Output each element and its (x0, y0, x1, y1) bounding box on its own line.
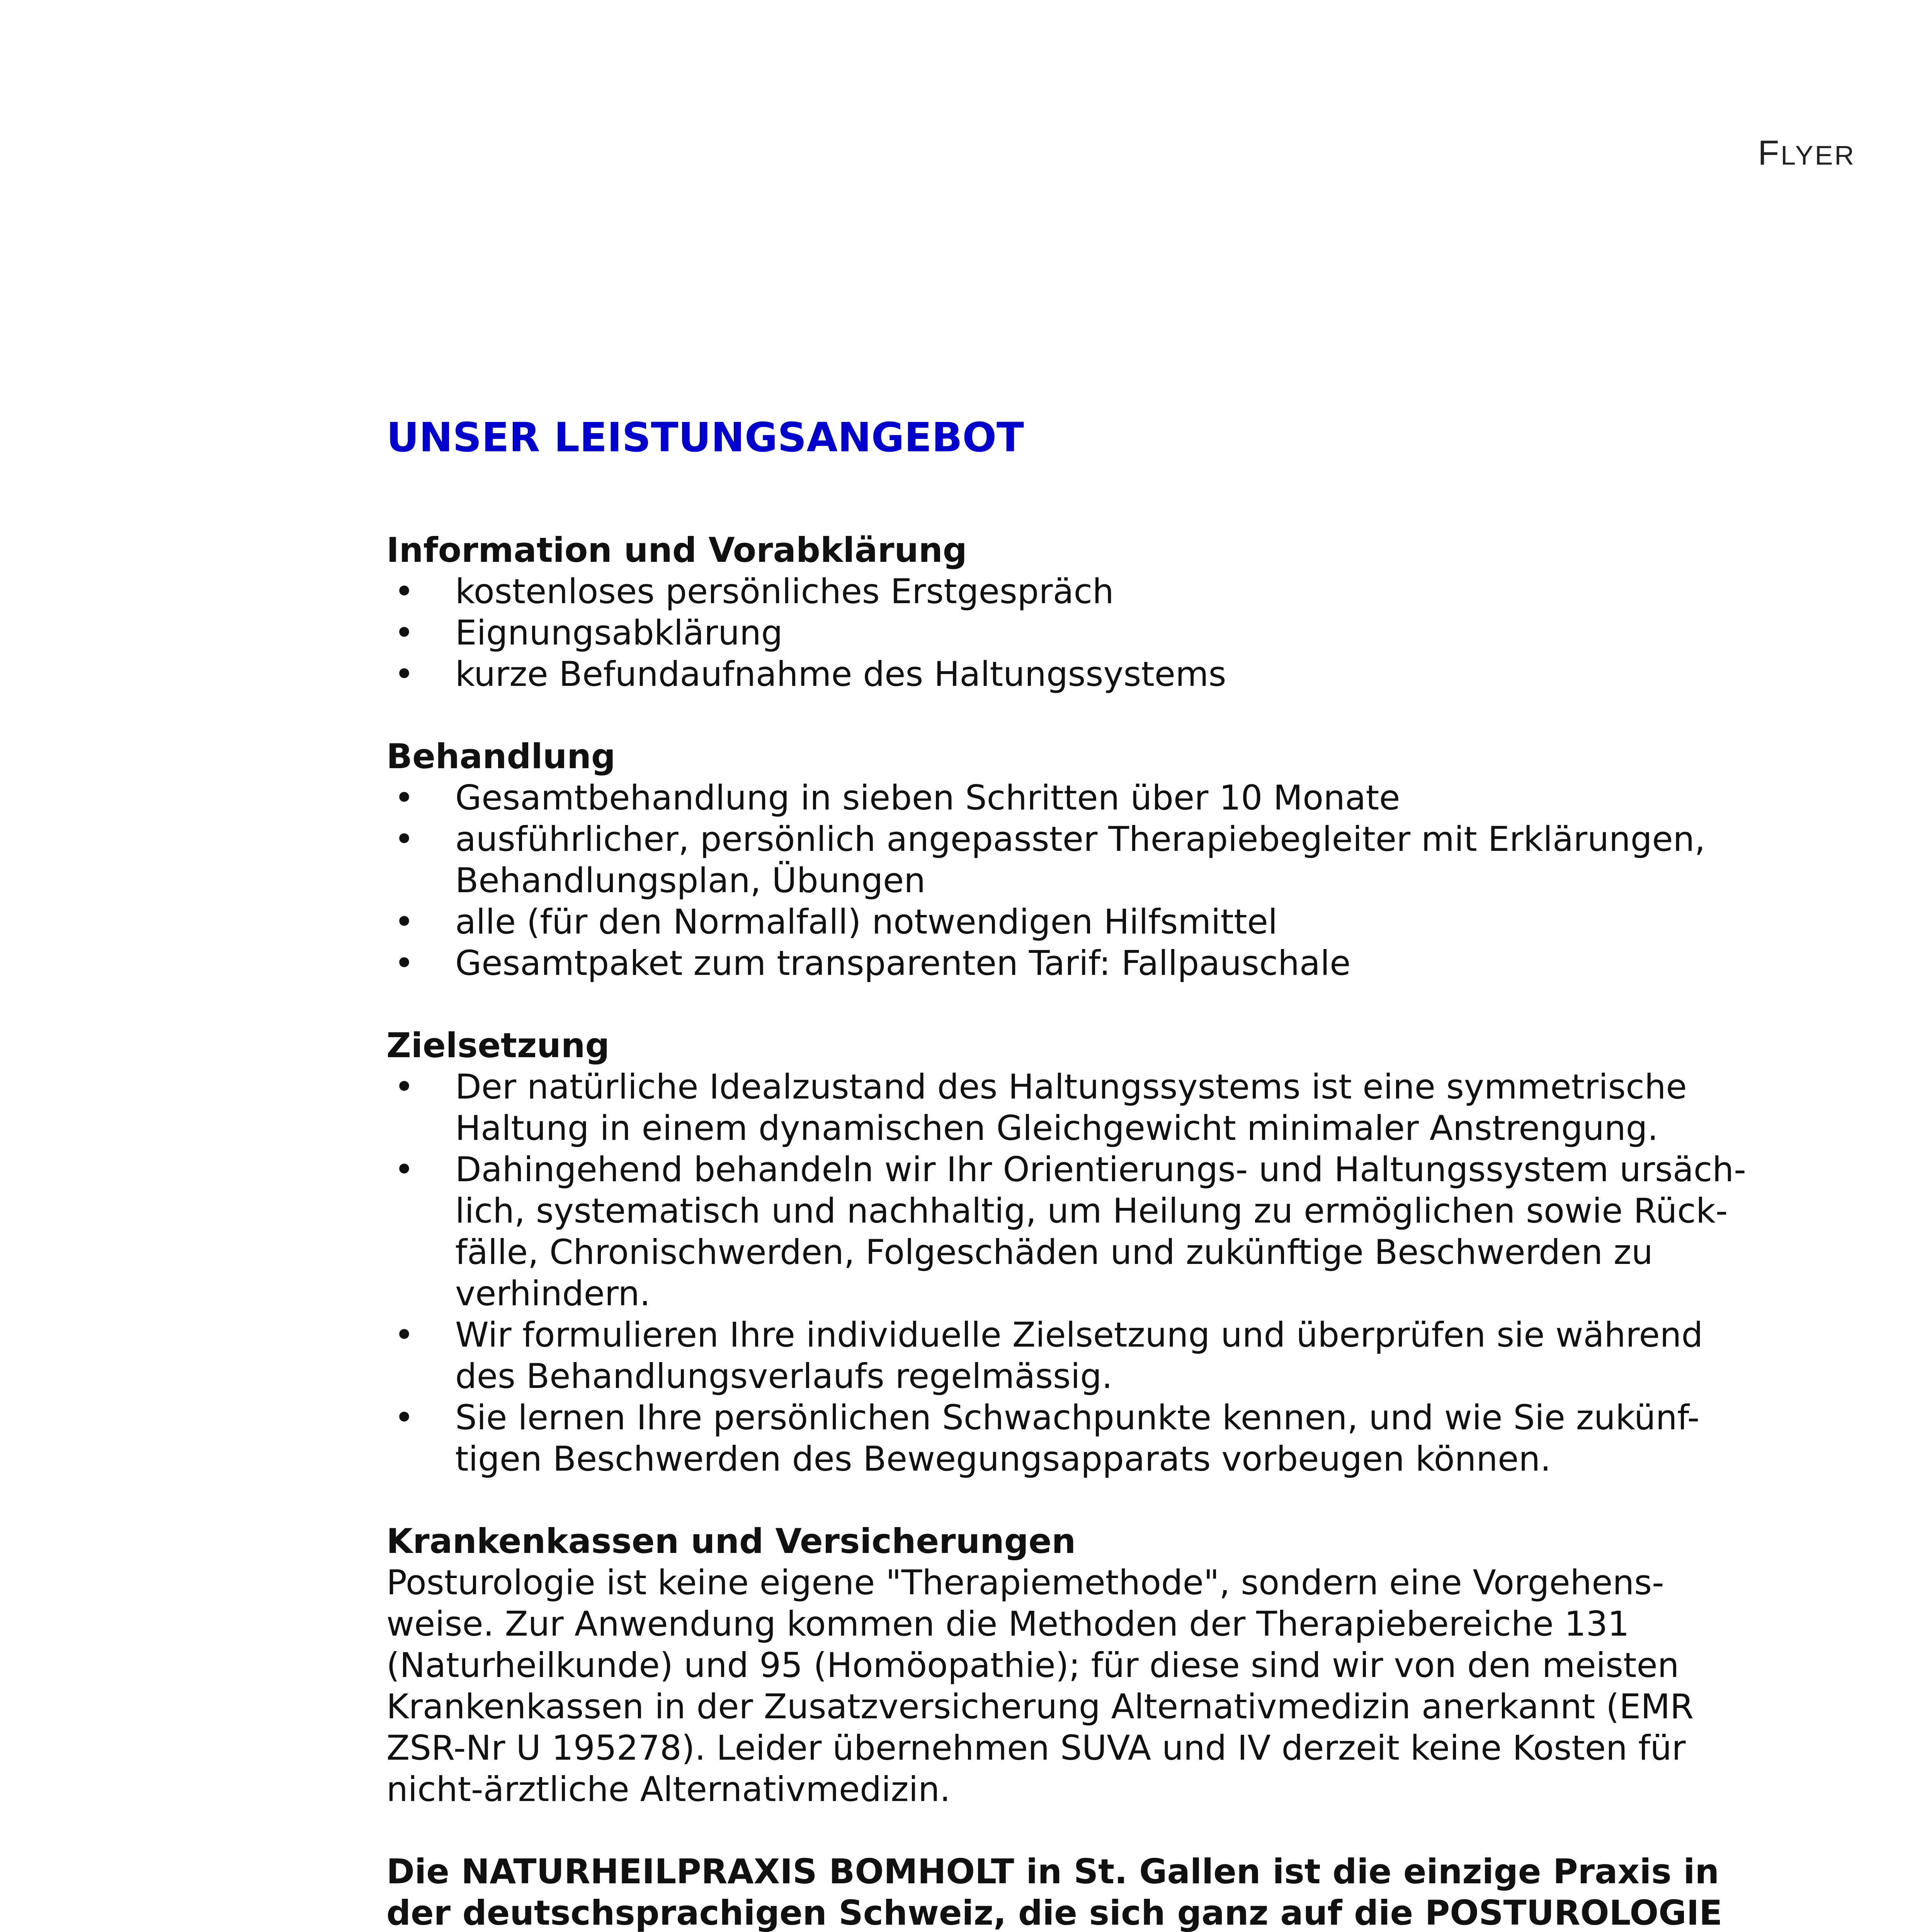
list-item (386, 1397, 1816, 1480)
bullet-icon: • (394, 612, 414, 653)
paragraph-krankenkassen (386, 1562, 1816, 1810)
paragraph-line: (Naturheilkunde) und 95 (Homöopathie); für diese sind wir von den meisten (386, 1645, 1679, 1685)
list-item-line: Sie lernen Ihre persönlichen Schwachpunkte kennen, und wie Sie zukünf- (455, 1397, 1700, 1437)
list-item-line: tigen Beschwerden des Bewegungsapparats vorbeugen können. (455, 1439, 1551, 1479)
subheading-zielsetzung: Zielsetzung (386, 1025, 610, 1065)
list-item-line: Dahingehend behandeln wir Ihr Orientierungs- und Haltungssystem ursäch- (455, 1149, 1746, 1189)
list-item (386, 942, 1816, 984)
list-item-line: ausführlicher, persönlich angepasster Therapiebegleiter mit Erklärungen, (455, 819, 1706, 859)
block-information (386, 529, 1816, 695)
bullet-icon: • (394, 571, 414, 611)
paragraph-line: Posturologie ist keine eigene "Therapiemethode", sondern eine Vorgehens- (386, 1562, 1664, 1602)
header-label-rest: LYER (1781, 140, 1855, 170)
bullet-icon: • (394, 1315, 414, 1355)
list-item-text: Eignungsabklärung (455, 612, 783, 653)
header-label-initial: F (1758, 134, 1781, 172)
paragraph-line: ZSR-Nr U 195278). Leider übernehmen SUVA und IV derzeit keine Kosten für (386, 1728, 1686, 1768)
paragraph-line: nicht-ärztliche Alternativmedizin. (386, 1769, 951, 1809)
bullet-icon: • (394, 654, 414, 694)
list-item-line: Haltung in einem dynamischen Gleichgewicht minimaler Anstrengung. (455, 1108, 1658, 1148)
list-item (386, 1314, 1816, 1397)
paragraph-line: Krankenkassen in der Zusatzversicherung Alternativmedizin anerkannt (EMR (386, 1686, 1694, 1726)
bullet-icon: • (394, 1397, 414, 1437)
main-content (386, 413, 1816, 1932)
list-item-text: kostenloses persönliches Erstgespräch (455, 571, 1114, 611)
section-title-leistungsangebot: UNSER LEISTUNGSANGEBOT (386, 414, 1024, 461)
subheading-information: Information und Vorabklärung (386, 530, 967, 570)
bullet-icon: • (394, 1149, 414, 1189)
bullet-icon: • (394, 943, 414, 983)
subheading-krankenkassen: Krankenkassen und Versicherungen (386, 1521, 1076, 1561)
list-item-line: Der natürliche Idealzustand des Haltungssystems ist eine symmetrische (455, 1066, 1687, 1107)
subheading-behandlung: Behandlung (386, 736, 616, 776)
bullet-icon: • (394, 777, 414, 818)
bullet-icon: • (394, 1066, 414, 1107)
highlight-line: der deutschsprachigen Schweiz, die sich ganz auf die POSTUROLOGIE (386, 1893, 1723, 1932)
list-item-line: des Behandlungsverlaufs regelmässig. (455, 1356, 1113, 1396)
list-item-line: lich, systematisch und nachhaltig, um Heilung zu ermöglichen sowie Rück- (455, 1190, 1728, 1231)
list-item-text: kurze Befundaufnahme des Haltungssystems (455, 654, 1226, 694)
list-item-line: Behandlungsplan, Übungen (455, 860, 926, 900)
block-krankenkassen (386, 1520, 1816, 1810)
highlight-line: Die NATURHEILPRAXIS BOMHOLT in St. Gallen ist die einzige Praxis in (386, 1851, 1719, 1891)
list-item (386, 1066, 1816, 1149)
list-item (386, 653, 1816, 695)
list-item (386, 612, 1816, 653)
block-behandlung (386, 736, 1816, 984)
list-zielsetzung (386, 1066, 1816, 1480)
list-item-text: Gesamtpaket zum transparenten Tarif: Fallpauschale (455, 943, 1351, 983)
bullet-icon: • (394, 901, 414, 942)
list-item (386, 1149, 1816, 1314)
list-item-line: Wir formulieren Ihre individuelle Zielsetzung und überprüfen sie während (455, 1315, 1703, 1355)
list-item-line: fälle, Chronischwerden, Folgeschäden und zukünftige Beschwerden zu (455, 1232, 1653, 1272)
block-highlight (386, 1851, 1816, 1932)
list-item-line: verhindern. (455, 1273, 651, 1313)
list-item (386, 571, 1816, 612)
list-item (386, 777, 1816, 818)
flyer-header-label (1758, 133, 1855, 173)
list-information (386, 571, 1816, 695)
bullet-icon: • (394, 819, 414, 859)
list-behandlung (386, 777, 1816, 984)
list-item (386, 901, 1816, 942)
highlight-statement (386, 1851, 1816, 1932)
list-item-text: Gesamtbehandlung in sieben Schritten über 10 Monate (455, 777, 1400, 818)
list-item (386, 818, 1816, 901)
list-item-text: alle (für den Normalfall) notwendigen Hilfsmittel (455, 901, 1278, 942)
paragraph-line: weise. Zur Anwendung kommen die Methoden der Therapiebereiche 131 (386, 1604, 1629, 1644)
block-zielsetzung (386, 1025, 1816, 1480)
